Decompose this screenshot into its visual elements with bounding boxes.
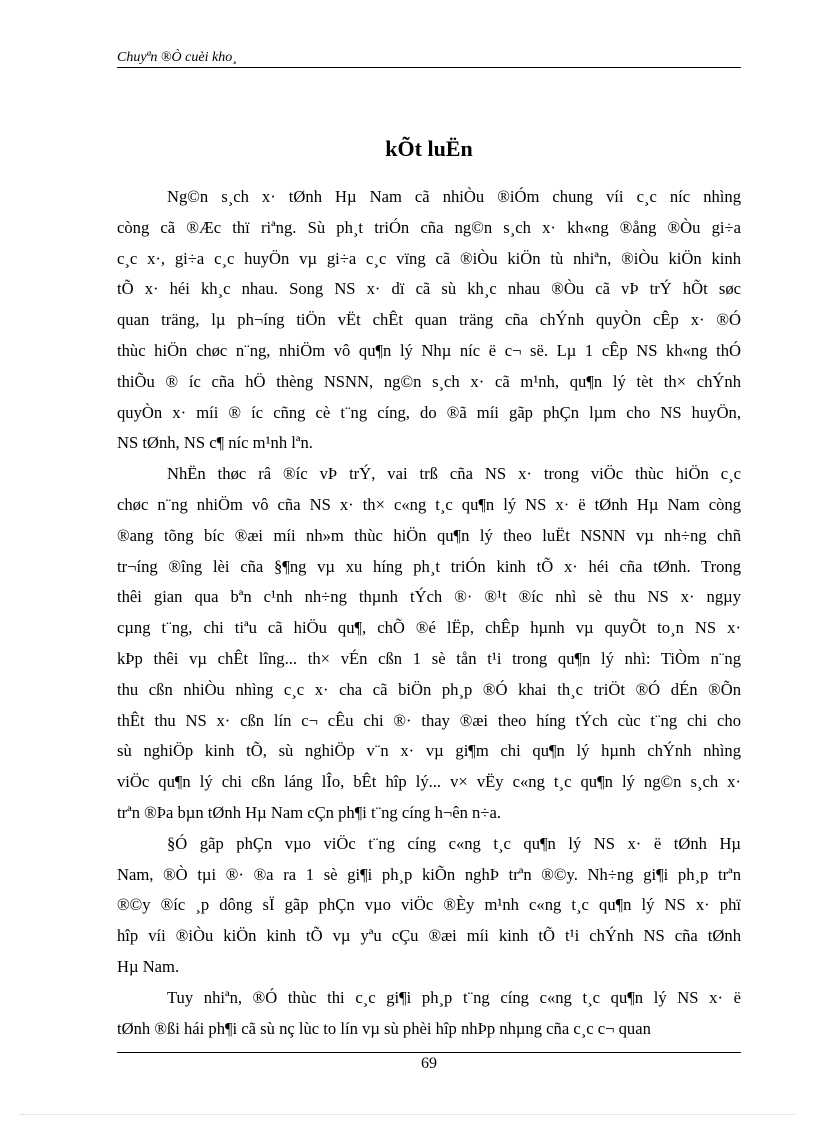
paragraph-1-line-9: NS tØnh, NS c¶ níc m¹nh lªn. bbox=[117, 433, 313, 453]
paragraph-2-line-10: sù nghiÖp kinh tÕ, sù nghiÖp v¨n x· vµ gi¶m chi qu¶n lý hµnh chÝnh nhìng bbox=[117, 741, 741, 761]
running-header: Chuyªn ®Ò cuèi kho¸ bbox=[117, 50, 237, 65]
paragraph-2-line-8: thu cßn nhiÒu nhìng c¸c x· cha cã biÖn ph¸p ®Ó khai th¸c triÖt ®Ó dÉn ®Õn bbox=[117, 679, 741, 699]
paragraph-3-line-4: hîp víi ®iÒu kiÖn kinh tÕ vµ yªu cÇu ®æi míi kinh tÕ t¹i chÝnh NS cña tØnh bbox=[117, 926, 741, 946]
paragraph-2-line-9: thÊt thu NS x· cßn lín c¬ cÊu chi ®· thay ®æi theo híng tÝch cùc t¨ng chi cho bbox=[117, 710, 741, 730]
page-number: 69 bbox=[421, 1055, 437, 1072]
paragraph-2-line-12: trªn ®Þa bµn tØnh Hµ Nam cÇn ph¶i t¨ng cíng h¬ên n÷a. bbox=[117, 802, 501, 822]
paragraph-1-line-7: thiÕu ® íc cña hÖ thèng NSNN, ng©n s¸ch x· cã m¹nh, qu¶n lý tèt th× chÝnh bbox=[117, 371, 741, 391]
paragraph-3-line-5: Hµ Nam. bbox=[117, 956, 180, 976]
paragraph-2-line-2: chøc n¨ng nhiÖm vô cña NS x· th× c«ng t¸c qu¶n lý NS x· ë tØnh Hµ Nam còng bbox=[117, 494, 741, 514]
section-title: kÕt luËn bbox=[385, 136, 473, 161]
paragraph-1-line-8: quyÒn x· míi ® íc cñng cè t¨ng cíng, do ®ã míi gãp phÇn lµm cho NS huyÖn, bbox=[117, 402, 741, 422]
paragraph-1-line-5: quan träng, lµ ph¬íng tiÖn vËt chÊt quan träng cña chÝnh quyÒn cÊp x· ®Ó bbox=[117, 310, 741, 330]
paragraph-1-line-1: Ng©n s¸ch x· tØnh Hµ Nam cã nhiÒu ®iÓm chung víi c¸c níc nhìng bbox=[167, 187, 741, 206]
paragraph-3-line-1: §Ó gãp phÇn vµo viÖc t¨ng cíng c«ng t¸c qu¶n lý NS x· ë tØnh Hµ bbox=[167, 833, 741, 853]
paragraph-1-line-6: thùc hiÖn chøc n¨ng, nhiÖm vô qu¶n lý Nhµ níc ë c¬ së. Lµ 1 cÊp NS kh«ng thÓ bbox=[117, 340, 741, 360]
paragraph-2-line-7: kÞp thêi vµ chÊt lîng... th× vÉn cßn 1 sè tån t¹i trong qu¶n lý nhì: TiÒm n¨ng bbox=[117, 648, 741, 668]
paragraph-3-line-2: Nam, ®Ò tµi ®· ®a ra 1 sè gi¶i ph¸p kiÕn nghÞ trªn ®©y. Nh÷ng gi¶i ph¸p trªn bbox=[117, 864, 741, 884]
paragraph-1-line-3: c¸c x·, gi÷a c¸c huyÖn vµ gi÷a c¸c vïng cã ®iÒu kiÖn tù nhiªn, ®iÒu kiÖn kinh bbox=[117, 248, 741, 268]
paragraph-2-line-6: cµng t¨ng, chi tiªu cã hiÖu qu¶, chÕ ®é lËp, chÊp hµnh vµ quyÕt to¸n NS x· bbox=[117, 618, 741, 638]
paragraph-2-line-11: viÖc qu¶n lý chi cßn láng lÎo, bÊt hîp lý... v× vËy c«ng t¸c qu¶n lý ng©n s¸ch x· bbox=[117, 772, 741, 792]
header-rule bbox=[117, 67, 741, 68]
paragraph-4-line-2: tØnh ®ßi hái ph¶i cã sù nç lùc to lín vµ sù phèi hîp nhÞp nhµng cña c¸c c¬ quan bbox=[117, 1018, 651, 1038]
footer-rule bbox=[117, 1052, 741, 1053]
paragraph-2-line-3: ®ang tõng bíc ®æi míi nh»m thùc hiÖn qu¶n lý theo luËt NSNN vµ nh÷ng chñ bbox=[117, 525, 741, 545]
body-text bbox=[117, 182, 741, 1044]
page-edge-divider bbox=[20, 1114, 796, 1115]
paragraph-1-line-2: còng cã ®Æc thï riªng. Sù ph¸t triÓn cña ng©n s¸ch x· kh«ng ®ång ®Òu gi÷a bbox=[117, 217, 741, 237]
paragraph-2-line-4: tr¬íng ®îng lèi cña §¶ng vµ xu híng ph¸t triÓn kinh tÕ x· héi cña tØnh. Trong bbox=[117, 556, 741, 576]
paragraph-2-line-5: thêi gian qua bªn c¹nh nh÷ng thµnh tÝch ®· ®¹t ®íc nhì sè thu NS x· ngµy bbox=[117, 587, 741, 607]
paragraph-1-line-4: tÕ x· héi kh¸c nhau. Song NS x· dï cã sù kh¸c nhau ®Òu cã vÞ trÝ hÕt søc bbox=[117, 279, 741, 299]
paragraph-4-line-1: Tuy nhiªn, ®Ó thùc thi c¸c gi¶i ph¸p t¨ng cíng c«ng t¸c qu¶n lý NS x· ë bbox=[167, 987, 741, 1007]
paragraph-3-line-3: ®©y ®íc ¸p dông sÏ gãp phÇn vµo viÖc ®Èy m¹nh c«ng t¸c qu¶n lý NS x· phï bbox=[117, 895, 741, 915]
paragraph-2-line-1: NhËn thøc râ ®íc vÞ trÝ, vai trß cña NS x· trong viÖc thùc hiÖn c¸c bbox=[167, 464, 741, 484]
